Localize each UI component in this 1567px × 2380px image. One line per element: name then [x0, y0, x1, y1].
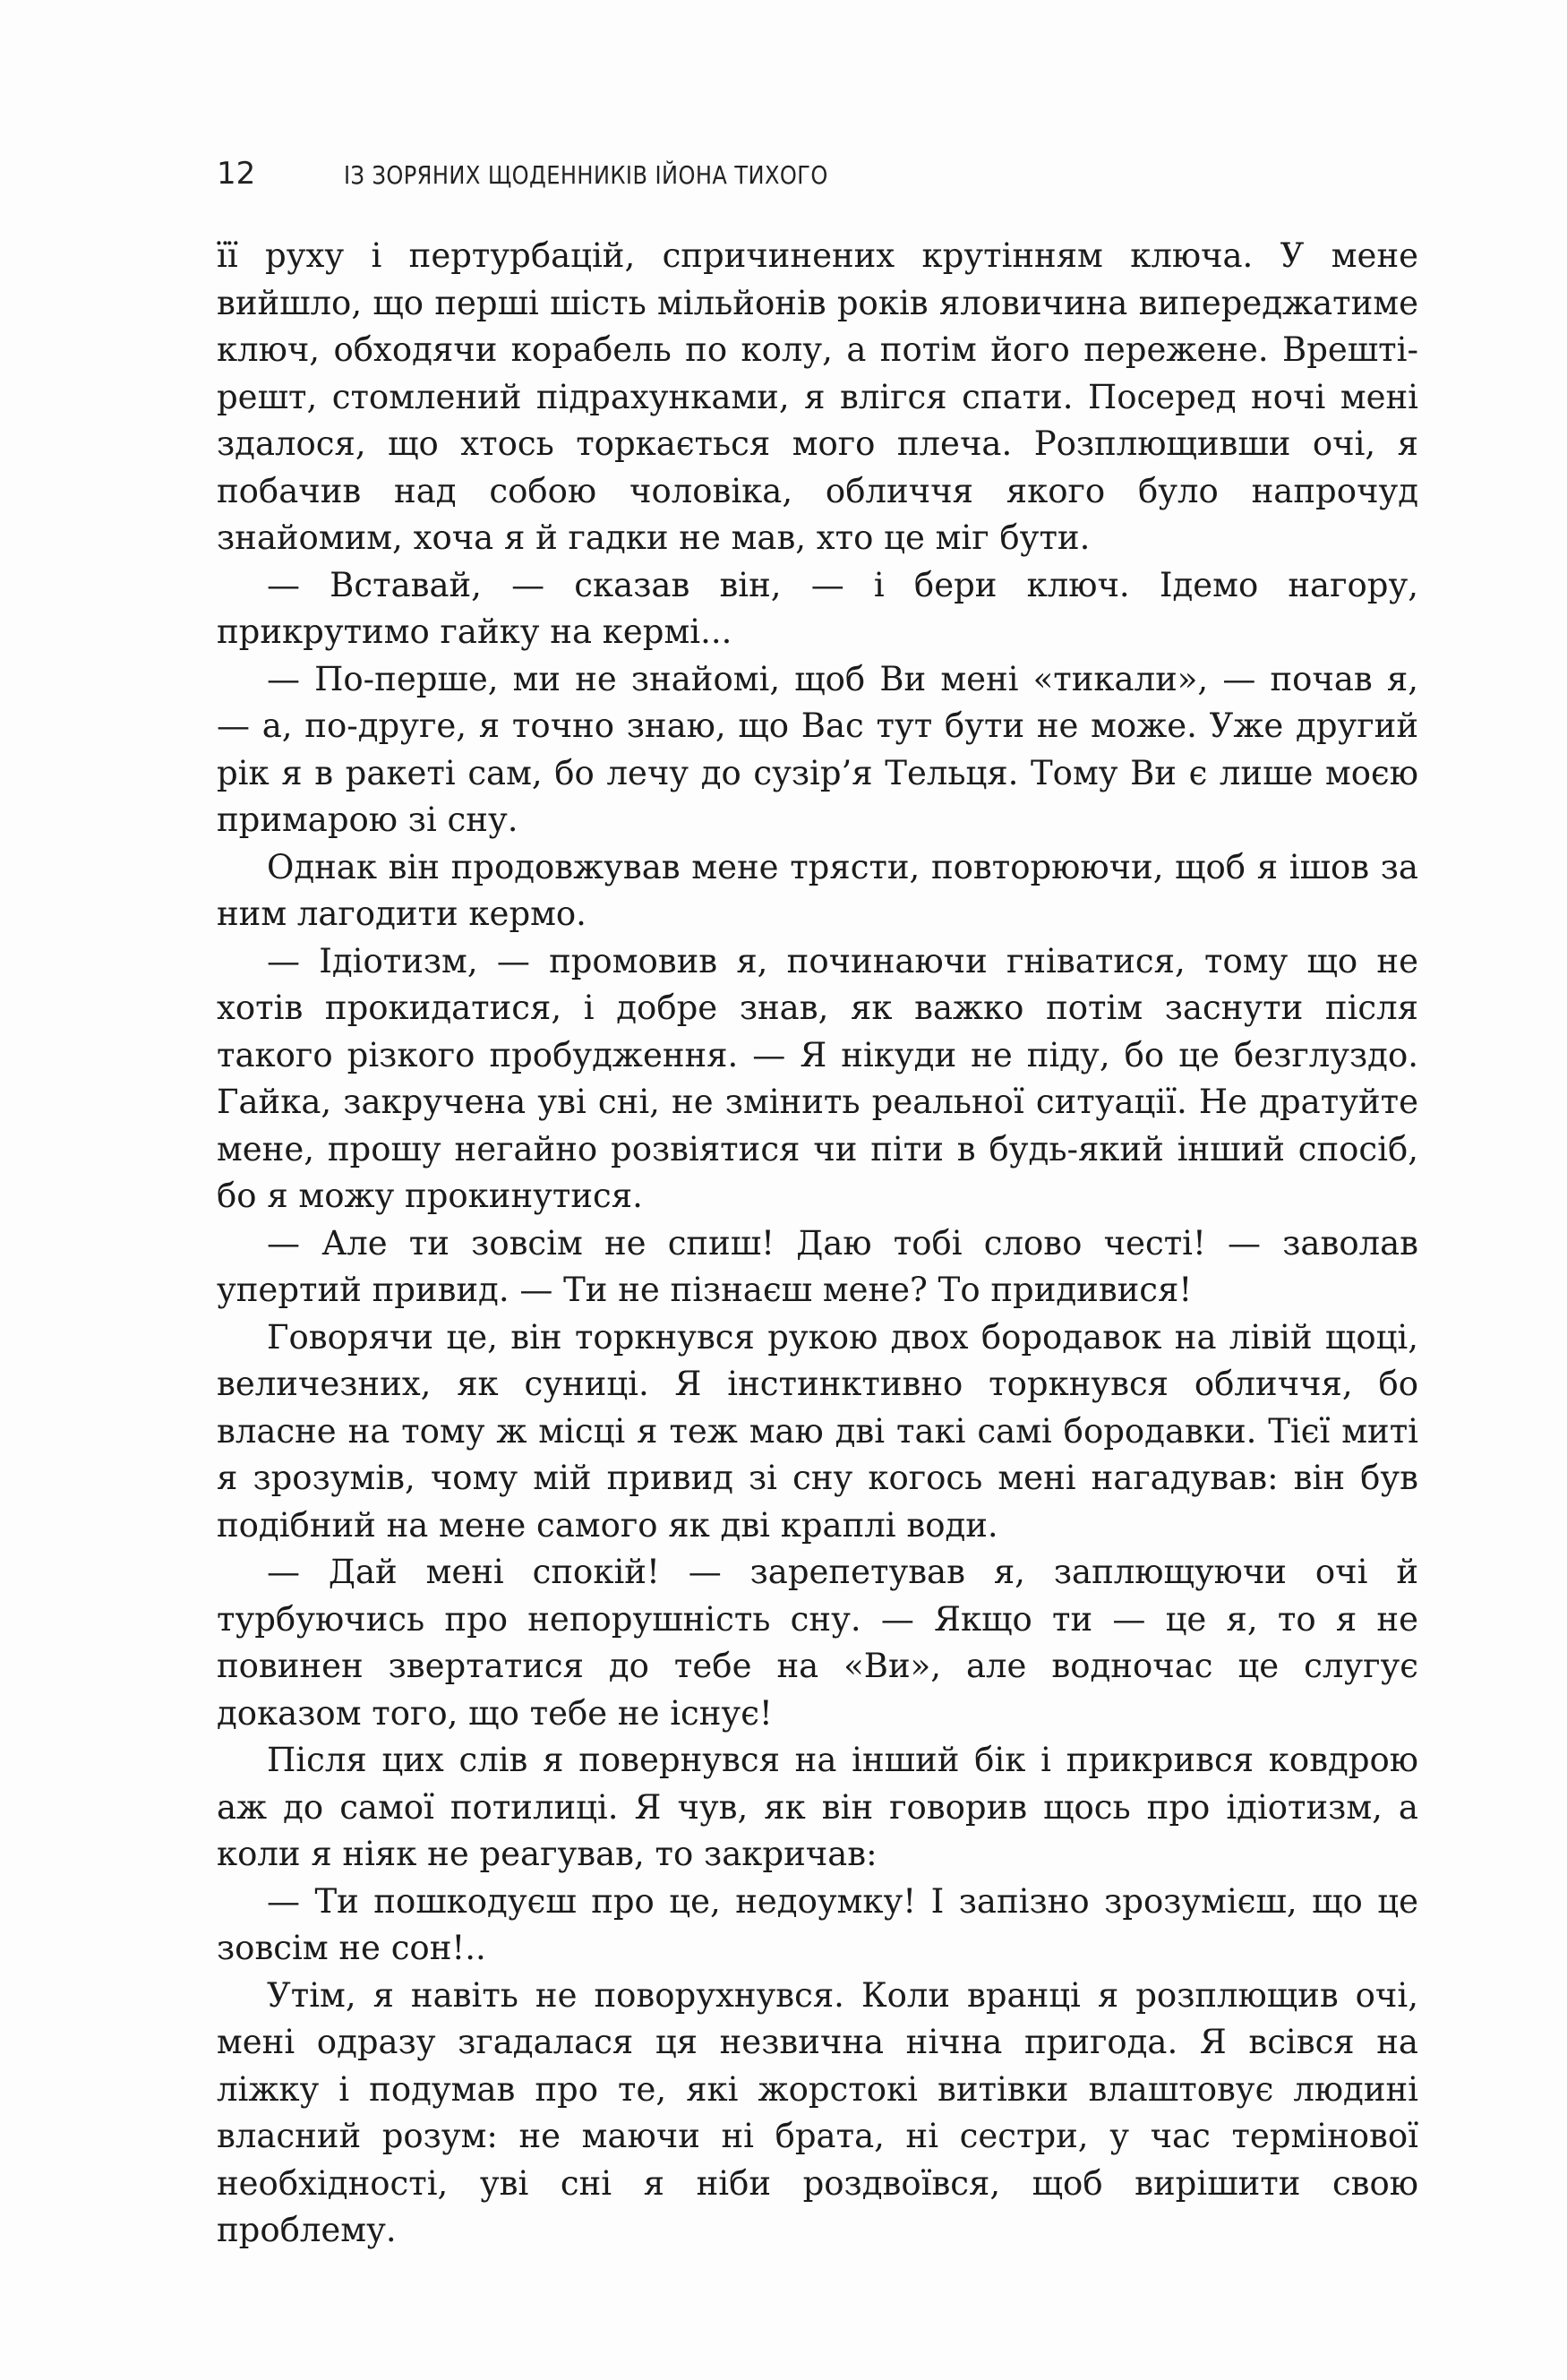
paragraph-5: — Ідіотизм, — промовив я, починаючи гніватися, тому що не хотів прокидатися, і добре знав, як важко потім заснути після такого різкого пробудження. — Я нікуди не піду, бо це безглуздо. Гайка, закручена уві сні, не змінить реальної ситуації. Не дратуйте мене, прошу негайно розвіятися чи піти в будь-який інший спосіб, бо я можу прокинутися. [217, 941, 1418, 1215]
paragraph-1: її руху і пертурбацій, спричинених крутінням ключа. У мене вийшло, що перші шість мільйонів років яловичина випереджатиме ключ, обходячи корабель по колу, а потім його пережене. Врешті-решт, стомлений підрахунками, я влігся спати. Посеред ночі мені здалося, що хтось торкається мого плеча. Розплющивши очі, я побачив над собою чоловіка, обличчя якого було напрочуд знайомим, хоча я й гадки не мав, хто це міг бути. [217, 236, 1418, 557]
paragraph-10: — Ти пошкодуєш про це, недоумку! І запізно зрозумієш, що це зовсім не сон!.. [217, 1881, 1418, 1967]
running-header [217, 154, 1417, 193]
paragraph-4: Однак він продовжував мене трясти, повторюючи, щоб я ішов за ним лагодити кермо. [217, 847, 1418, 933]
paragraph-8: — Дай мені спокій! — зарепетував я, заплющуючи очі й турбуючись про непорушність сну. — Якщо ти — це я, то я не повинен звертатися до тебе на «Ви», але водночас це слугує доказом того, що тебе не існує! [217, 1553, 1418, 1733]
paragraph-3: — По-перше, ми не знайомі, щоб Ви мені «тикали», — почав я, — а, по-друге, я точно знаю, що Вас тут бути не може. Уже другий рік я в ракеті сам, бо лечу до сузір’я Тельця. Тому Ви є лише моєю примарою зі сну. [217, 659, 1418, 839]
paragraph-11: Утім, я навіть не поворухнувся. Коли вранці я розплющив очі, мені одразу згадалася ця незвична нічна пригода. Я всівся на ліжку і подумав про те, які жорстокі витівки влаштовує людині власний розум: не маючи ні брата, ні сестри, у час термінової необхідності, уві сні я ніби роздвоївся, щоб вирішити свою проблему. [217, 1975, 1418, 2249]
page-number: 12 [217, 156, 256, 192]
body-text [217, 233, 1418, 2255]
paragraph-9: Після цих слів я повернувся на інший бік і прикрився ковдрою аж до самої потилиці. Я чув, як він говорив щось про ідіотизм, а коли я ніяк не реагував, то закричав: [217, 1741, 1418, 1873]
paragraph-2: — Вставай, — сказав він, — і бери ключ. Ідемо нагору, прикрутимо гайку на кермі... [217, 565, 1418, 651]
paragraph-6: — Але ти зовсім не спиш! Даю тобі слово честі! — заволав упертий привид. — Ти не пізнаєш мене? То придивися! [217, 1223, 1418, 1309]
paragraph-7: Говорячи це, він торкнувся рукою двох бородавок на лівій щоці, величезних, як суниці. Я інстинктивно торкнувся обличчя, бо власне на тому ж місці я теж маю дві такі самі бородавки. Тієї миті я зрозумів, чому мій привид зі сну когось мені нагадував: він був подібний на мене самого як дві краплі води. [217, 1317, 1418, 1545]
book-title: ІЗ ЗОРЯНИХ ЩОДЕННИКІВ ІЙОНА ТИХОГО [344, 160, 828, 190]
